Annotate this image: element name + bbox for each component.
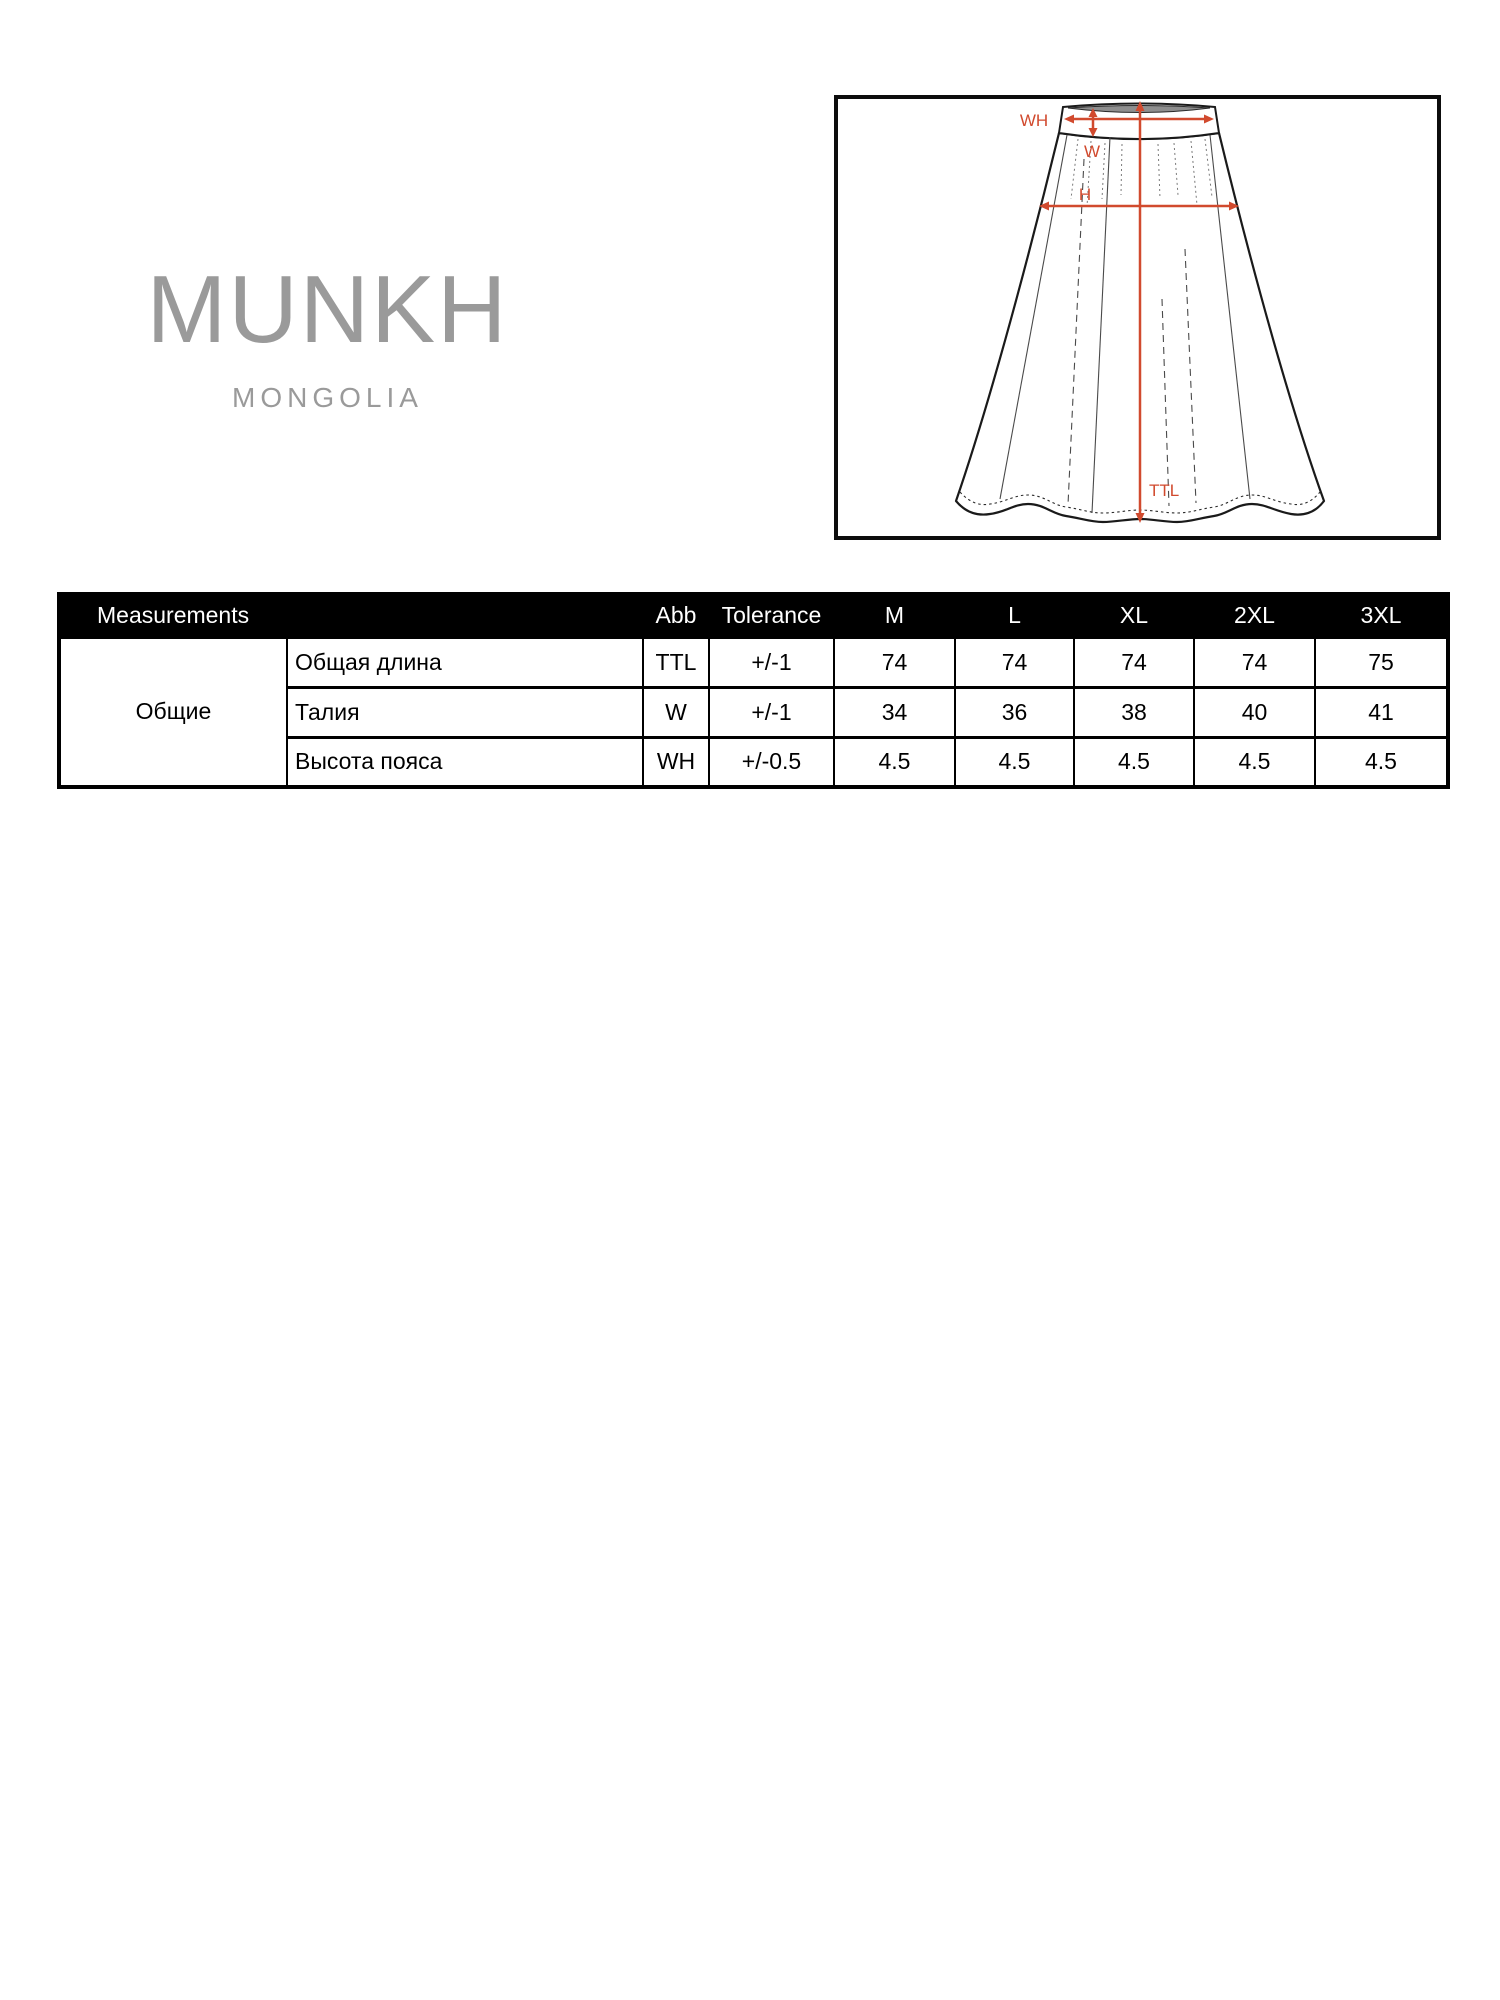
value-cell: 75 xyxy=(1315,637,1448,687)
diagram-box xyxy=(834,95,1441,540)
table-header-row xyxy=(59,594,1448,637)
header-size-l: L xyxy=(955,594,1074,637)
value-cell: 41 xyxy=(1315,687,1448,737)
group-cell: Общие xyxy=(59,637,287,787)
w-label: W xyxy=(1083,142,1101,161)
row-name-cell: Общая длина xyxy=(287,637,643,687)
wh-label: WH xyxy=(1019,111,1049,130)
row-name-cell: Талия xyxy=(287,687,643,737)
value-cell: 74 xyxy=(834,637,955,687)
value-cell: 4.5 xyxy=(1074,737,1194,787)
abb-cell: WH xyxy=(643,737,709,787)
header-tolerance: Tolerance xyxy=(709,594,834,637)
measurements-table xyxy=(57,592,1450,789)
value-cell: 40 xyxy=(1194,687,1315,737)
tolerance-cell: +/-0.5 xyxy=(709,737,834,787)
header-abb: Abb xyxy=(643,594,709,637)
abb-cell: W xyxy=(643,687,709,737)
value-cell: 4.5 xyxy=(1315,737,1448,787)
brand-subtitle: MONGOLIA xyxy=(232,382,423,413)
value-cell: 74 xyxy=(955,637,1074,687)
header-measurements: Measurements xyxy=(59,594,643,637)
tolerance-cell: +/-1 xyxy=(709,687,834,737)
skirt-diagram xyxy=(838,99,1437,536)
ttl-label: TTL xyxy=(1149,481,1180,500)
value-cell: 4.5 xyxy=(834,737,955,787)
value-cell: 74 xyxy=(1194,637,1315,687)
value-cell: 38 xyxy=(1074,687,1194,737)
value-cell: 74 xyxy=(1074,637,1194,687)
h-label: H xyxy=(1078,185,1092,204)
value-cell: 36 xyxy=(955,687,1074,737)
abb-cell: TTL xyxy=(643,637,709,687)
header-size-3xl: 3XL xyxy=(1315,594,1448,637)
brand-logo xyxy=(125,256,530,414)
header-size-m: M xyxy=(834,594,955,637)
table-row xyxy=(59,637,1448,687)
header-size-2xl: 2XL xyxy=(1194,594,1315,637)
brand-name: MUNKH xyxy=(146,256,509,363)
value-cell: 4.5 xyxy=(1194,737,1315,787)
tolerance-cell: +/-1 xyxy=(709,637,834,687)
value-cell: 34 xyxy=(834,687,955,737)
value-cell: 4.5 xyxy=(955,737,1074,787)
row-name-cell: Высота пояса xyxy=(287,737,643,787)
header-size-xl: XL xyxy=(1074,594,1194,637)
